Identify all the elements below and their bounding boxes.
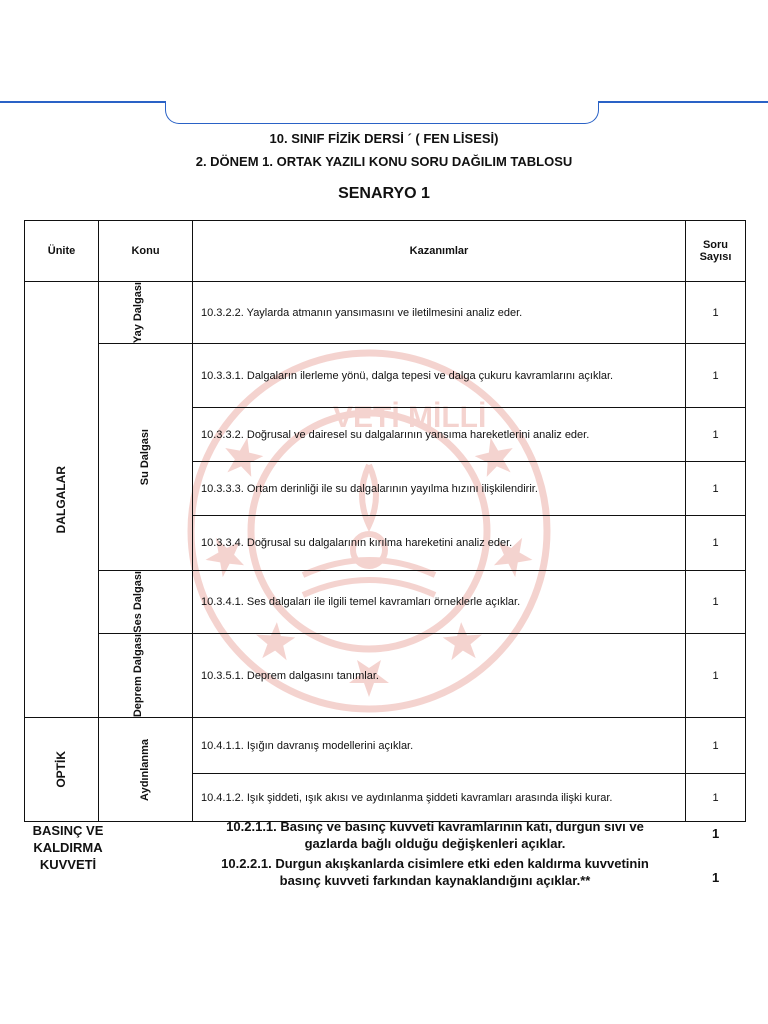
soru-sayisi-cell: 1	[686, 344, 746, 408]
kazanim-cell: 10.3.4.1. Ses dalgaları ile ilgili temel kavramları örneklerle açıklar.	[193, 571, 686, 634]
kazanim-cell: 10.4.1.1. Işığın davranış modellerini açıklar.	[193, 718, 686, 774]
table-row	[25, 571, 746, 634]
soru-sayisi-cell: 1	[686, 462, 746, 516]
topic-cell	[99, 571, 193, 634]
basinc-soru-sayisi-1: 1	[712, 826, 720, 841]
topic-cell	[99, 344, 193, 571]
unit-label-line: BASINÇ VE	[32, 823, 104, 838]
table-row	[25, 344, 746, 408]
header-konu: Konu	[99, 221, 193, 282]
basinc-kazanim-1	[180, 818, 690, 852]
basinc-soru-sayisi-2: 1	[712, 870, 720, 885]
unit-label-basinc	[20, 822, 116, 873]
kazanim-cell: 10.4.1.2. Işık şiddeti, ışık akısı ve aydınlanma şiddeti kavramları arasında ilişki kurar.	[193, 774, 686, 822]
table-row	[25, 633, 746, 717]
topic-label: Deprem Dalgası	[131, 633, 144, 718]
table-row	[25, 718, 746, 774]
soru-sayisi-cell: 1	[686, 516, 746, 571]
kazanim-line: basınç kuvveti farkından kaynaklandığını açıklar.**	[279, 873, 591, 888]
kazanim-cell: 10.3.3.1. Dalgaların ilerleme yönü, dalga tepesi ve dalga çukuru kavramlarını açıklar.	[193, 344, 686, 408]
soru-sayisi-cell: 1	[686, 408, 746, 462]
kazanim-cell: 10.3.2.2. Yaylarda atmanın yansımasını ve iletilmesini analiz eder.	[193, 282, 686, 344]
header-unite: Ünite	[25, 221, 99, 282]
svg-text:VETİ MİLLİ: VETİ MİLLİ	[333, 401, 487, 434]
topic-cell	[99, 718, 193, 822]
header-soru-sayisi: Soru Sayısı	[686, 221, 746, 282]
kazanim-cell: 10.3.3.2. Doğrusal ve dairesel su dalgalarının yansıma hareketlerini analiz eder.	[193, 408, 686, 462]
topic-label: Ses Dalgası	[131, 571, 144, 633]
unit-cell-dalgalar	[25, 282, 99, 718]
header-tab	[165, 101, 599, 124]
scenario-title: SENARYO 1	[338, 185, 430, 202]
table-header-row	[25, 221, 746, 282]
soru-sayisi-cell: 1	[686, 774, 746, 822]
table-row	[25, 282, 746, 344]
kazanim-cell: 10.3.3.4. Doğrusal su dalgalarının kırılma hareketini analiz eder.	[193, 516, 686, 571]
header-kazanimlar: Kazanımlar	[193, 221, 686, 282]
topic-distribution-table	[24, 220, 746, 822]
kazanim-line: 10.2.1.1. Basınç ve basınç kuvveti kavramlarının katı, durgun sıvı ve	[226, 819, 644, 834]
topic-cell	[99, 282, 193, 344]
soru-sayisi-cell: 1	[686, 571, 746, 634]
soru-sayisi-cell: 1	[686, 633, 746, 717]
unit-label-line: KALDIRMA	[33, 840, 103, 855]
topic-label: Su Dalgası	[139, 429, 152, 486]
kazanim-cell: 10.3.3.3. Ortam derinliği ile su dalgalarının yayılma hızını ilişkilendirir.	[193, 462, 686, 516]
topic-label: Yay Dalgası	[131, 282, 144, 344]
doc-subtitle: 2. DÖNEM 1. ORTAK YAZILI KONU SORU DAĞILIM TABLOSU	[195, 154, 573, 169]
unit-label: DALGALAR	[53, 465, 68, 534]
unit-cell-optik	[25, 718, 99, 822]
soru-sayisi-cell: 1	[686, 282, 746, 344]
unit-label: OPTİK	[53, 751, 68, 788]
doc-title: 10. SINIF FİZİK DERSİ ´ ( FEN LİSESİ)	[269, 131, 499, 146]
topic-label: Aydınlanma	[139, 738, 152, 801]
basinc-kazanim-2	[180, 855, 690, 889]
kazanim-line: 10.2.2.1. Durgun akışkanlarda cisimlere etki eden kaldırma kuvvetinin	[221, 856, 649, 871]
unit-label-line: KUVVETİ	[39, 857, 97, 872]
topic-cell	[99, 633, 193, 717]
kazanim-line: gazlarda bağlı olduğu değişkenleri açıklar.	[304, 836, 566, 851]
soru-sayisi-cell: 1	[686, 718, 746, 774]
kazanim-cell: 10.3.5.1. Deprem dalgasını tanımlar.	[193, 633, 686, 717]
